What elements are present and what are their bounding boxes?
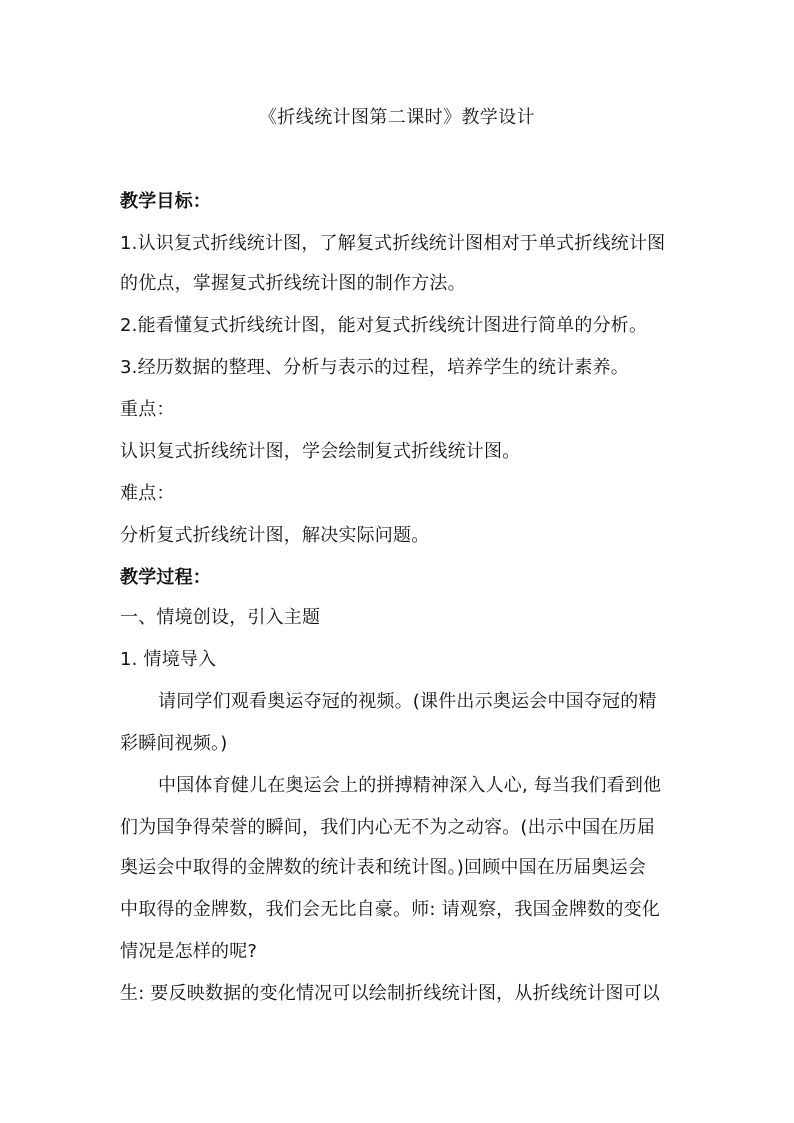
paragraph-2-line-2: 们为国争得荣誉的瞬间，我们内心无不为之动容。(出示中国在历届 xyxy=(120,817,656,838)
objectives-heading: 教学目标： xyxy=(120,191,211,212)
objective-3: 3.经历数据的整理、分析与表示的过程，培养学生的统计素养。 xyxy=(120,357,629,378)
objective-1-line-1: 1.认识复式折线统计图，了解复式折线统计图相对于单式折线统计图 xyxy=(120,233,666,254)
objective-2: 2.能看懂复式折线统计图，能对复式折线统计图进行简单的分析。 xyxy=(120,315,648,336)
paragraph-2-line-5: 情况是怎样的呢? xyxy=(120,941,258,962)
paragraph-2-line-3: 奥运会中取得的金牌数的统计表和统计图。)回顾中国在历届奥运会 xyxy=(120,857,647,878)
difficulties-heading: 难点： xyxy=(120,483,175,504)
process-heading: 教学过程： xyxy=(120,567,211,588)
key-points-heading: 重点： xyxy=(120,399,175,420)
paragraph-3-line-1: 生: 要反映数据的变化情况可以绘制折线统计图，从折线统计图可以 xyxy=(120,983,660,1004)
subsection-1-heading: 1. 情境导入 xyxy=(120,649,217,670)
key-points-text: 认识复式折线统计图，学会绘制复式折线统计图。 xyxy=(120,441,521,462)
section-1-heading: 一、情境创设，引入主题 xyxy=(120,607,321,628)
paragraph-1-line-2: 彩瞬间视频。) xyxy=(120,733,228,754)
paragraph-2-line-1: 中国体育健儿在奥运会上的拼搏精神深入人心, 每当我们看到他 xyxy=(158,775,662,796)
difficulties-text: 分析复式折线统计图，解决实际问题。 xyxy=(120,525,430,546)
paragraph-1-line-1: 请同学们观看奥运夺冠的视频。(课件出示奥运会中国夺冠的精 xyxy=(158,691,657,712)
objective-1-line-2: 的优点，掌握复式折线统计图的制作方法。 xyxy=(120,273,466,294)
document-title: 《折线统计图第二课时》教学设计 xyxy=(259,107,535,128)
paragraph-2-line-4: 中取得的金牌数，我们会无比自豪。师: 请观察，我国金牌数的变化 xyxy=(120,899,660,920)
